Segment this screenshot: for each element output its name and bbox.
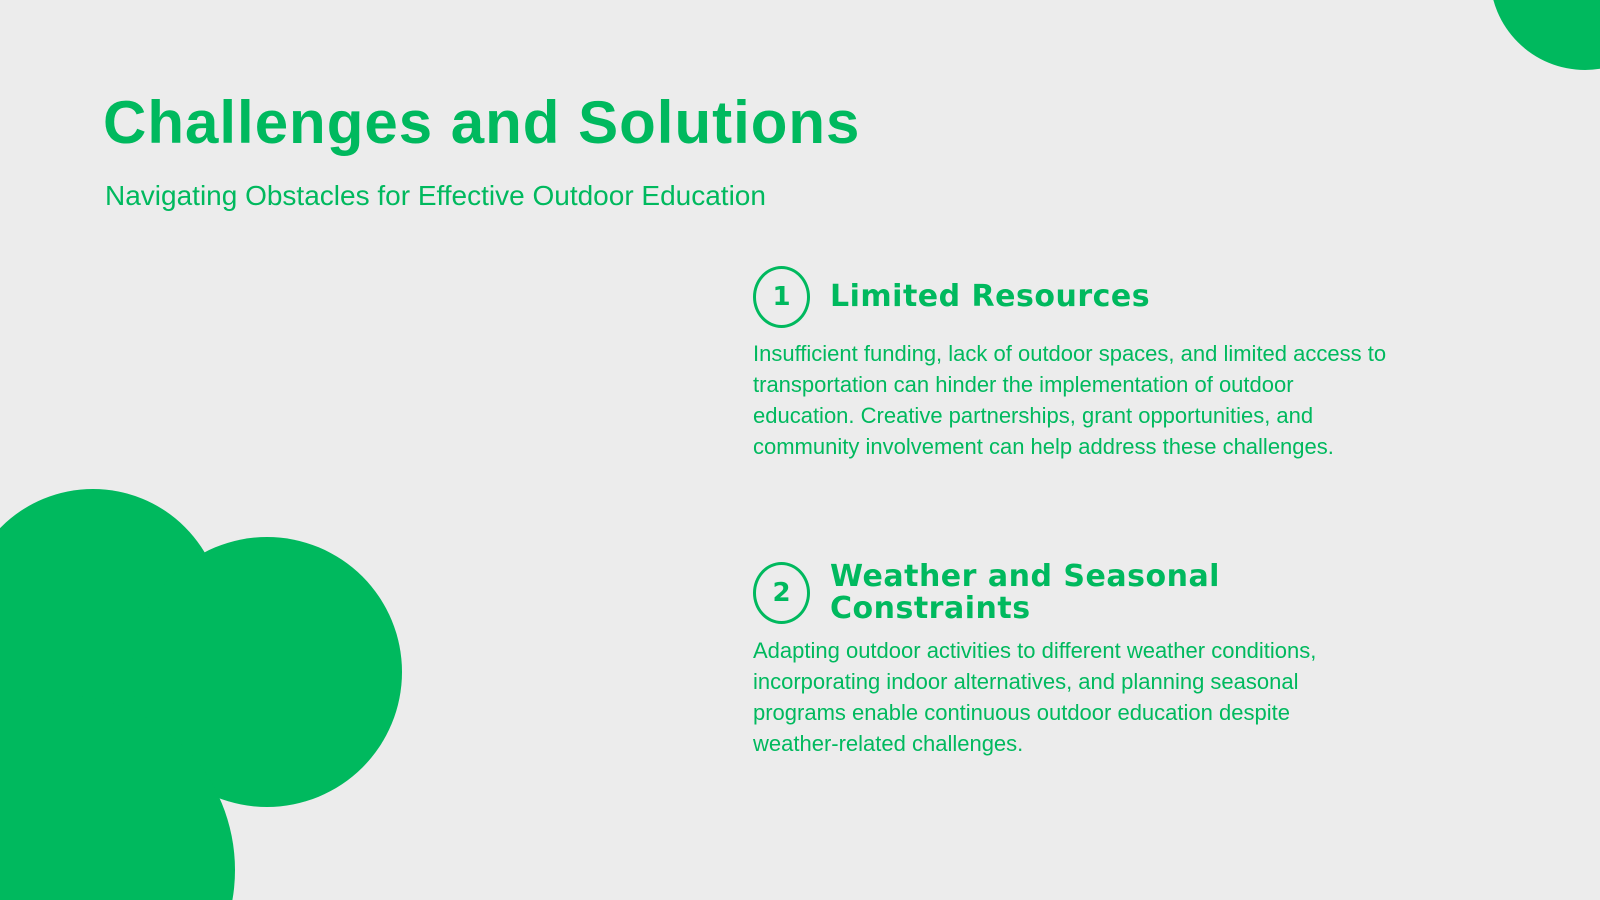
body-line: programs enable continuous outdoor education despite: [753, 700, 1290, 725]
item-heading: Limited Resources: [830, 279, 1151, 314]
item-body: [753, 338, 1492, 462]
page-title: Challenges and Solutions: [103, 89, 861, 156]
number-badge: [753, 562, 810, 624]
body-line: Insufficient funding, lack of outdoor spaces, and limited access to: [753, 341, 1387, 366]
number-badge: [753, 266, 810, 328]
body-line: weather-related challenges.: [753, 731, 1024, 756]
body-line: Adapting outdoor activities to different weather conditions,: [753, 638, 1317, 663]
decor-circle-top-right: [1490, 0, 1600, 70]
body-line: incorporating indoor alternatives, and planning seasonal: [753, 669, 1299, 694]
body-line: community involvement can help address these challenges.: [753, 434, 1334, 459]
item-header: [753, 266, 1492, 328]
page-subtitle: Navigating Obstacles for Effective Outdoor Education: [105, 180, 766, 211]
list-item-weather-constraints: [753, 561, 1492, 759]
item-header: [753, 561, 1492, 625]
item-heading: Weather and Seasonal Constraints: [830, 559, 1220, 626]
list-item-limited-resources: [753, 266, 1492, 462]
body-line: transportation can hinder the implementation of outdoor: [753, 372, 1294, 397]
body-line: education. Creative partnerships, grant opportunities, and: [753, 403, 1314, 428]
item-body: [753, 635, 1492, 759]
number-badge-label: 2: [772, 578, 791, 608]
number-badge-label: 1: [772, 282, 791, 312]
